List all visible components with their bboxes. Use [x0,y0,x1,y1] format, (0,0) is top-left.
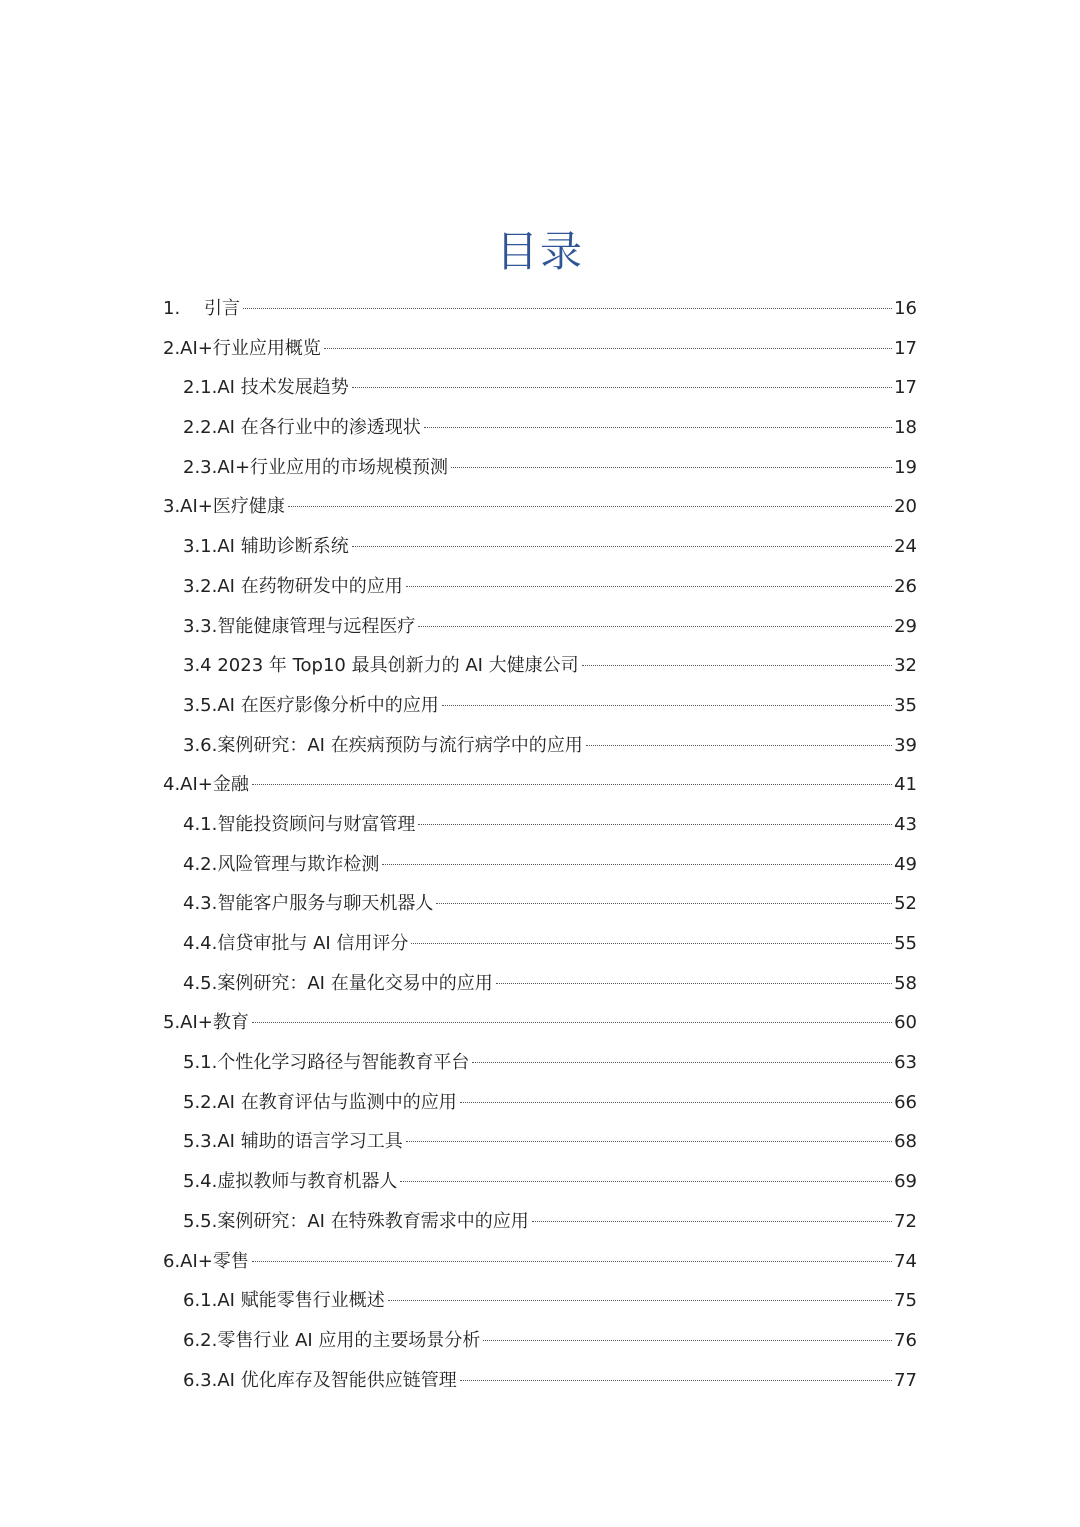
toc-page-number: 55 [894,933,917,954]
toc-page-number: 68 [894,1131,917,1153]
toc-entry[interactable] [163,1043,917,1083]
toc-entry[interactable] [163,368,917,408]
toc-entry-text: 3.5.AI 在医疗影像分析中的应用 [183,694,439,716]
toc-page-number: 18 [894,417,917,439]
toc-page-number: 16 [894,298,917,319]
toc-leader-dots [352,387,892,388]
toc-entry-text: 4.2.风险管理与欺诈检测 [183,853,380,875]
toc-entry-text: 4.1.智能投资顾问与财富管理 [183,813,416,835]
toc-leader-dots [418,824,892,825]
toc-leader-dots [388,1300,892,1301]
toc-entry[interactable] [163,487,917,527]
toc-page-number: 63 [894,1052,917,1074]
toc-entry-text: 3.4 2023 年 Top10 最具创新力的 AI 大健康公司 [183,655,579,677]
toc-entry[interactable] [163,408,917,448]
toc-leader-dots [352,546,892,547]
toc-entry-text: 3.6.案例研究：AI 在疾病预防与流行病学中的应用 [183,734,583,756]
toc-entry-text: 4.3.智能客户服务与聊天机器人 [183,893,434,915]
toc-entry[interactable] [163,567,917,607]
toc-page-number: 77 [894,1369,917,1391]
toc-leader-dots [442,705,892,706]
toc-page-number: 76 [894,1329,917,1351]
toc-entry-text: 2.AI+行业应用概览 [163,337,321,359]
toc-leader-dots [424,427,892,428]
toc-page-number: 72 [894,1210,917,1232]
toc-entry-text: 6.3.AI 优化库存及智能供应链管理 [183,1369,457,1391]
toc-leader-dots [472,1062,892,1063]
toc-page-number: 39 [894,734,917,756]
toc-leader-dots [532,1221,892,1222]
toc-page-number: 24 [894,536,917,558]
toc-entry[interactable] [163,765,917,805]
toc-page-number: 66 [894,1091,917,1113]
toc-leader-dots [418,626,892,627]
toc-entry[interactable] [163,805,917,845]
toc-entry-text: 5.3.AI 辅助的语言学习工具 [183,1131,403,1153]
toc-entry-text: 6.AI+零售 [163,1250,249,1272]
toc-entry[interactable] [163,1281,917,1321]
toc-entry-text: 3.AI+医疗健康 [163,496,285,518]
toc-leader-dots [400,1181,892,1182]
toc-page-number: 29 [894,615,917,637]
toc-entry[interactable] [163,726,917,766]
toc-leader-dots [451,467,892,468]
toc-entry-text: 4.AI+金融 [163,774,249,796]
toc-title: 目录 [495,227,584,276]
toc-entry[interactable] [163,924,917,964]
toc-entry[interactable] [163,289,917,329]
toc-leader-dots [582,665,892,666]
toc-leader-dots [460,1102,892,1103]
toc-leader-dots [483,1340,892,1341]
toc-entry[interactable] [163,964,917,1004]
toc-page-number: 20 [894,496,917,518]
toc-leader-dots [324,348,892,349]
toc-entry[interactable] [163,1003,917,1043]
toc-page-number: 26 [894,575,917,597]
toc-entry[interactable] [163,1122,917,1162]
toc-entry-text: 4.5.案例研究：AI 在量化交易中的应用 [183,972,493,994]
toc-entry-text: 6.2.零售行业 AI 应用的主要场景分析 [183,1329,481,1351]
toc-leader-dots [382,864,892,865]
toc-entry-text: 5.5.案例研究：AI 在特殊教育需求中的应用 [183,1210,529,1232]
toc-leader-dots [288,506,892,507]
toc-page-number: 41 [894,774,917,796]
toc-entry-text: 2.3.AI+行业应用的市场规模预测 [183,456,449,478]
toc-page-number: 32 [894,655,917,677]
toc-entry[interactable] [163,884,917,924]
toc-page-number: 74 [894,1250,917,1272]
toc-page-number: 60 [894,1012,917,1034]
toc-entry[interactable] [163,527,917,567]
toc-entry-text: 5.1.个性化学习路径与智能教育平台 [183,1052,470,1074]
toc-page-number: 19 [894,456,917,478]
toc-entry-text: 4.4.信贷审批与 AI 信用评分 [183,933,409,954]
toc-entry-number: 1. [163,298,181,319]
toc-page-number: 35 [894,694,917,716]
toc-entry-text: 3.2.AI 在药物研发中的应用 [183,575,403,597]
toc-entry[interactable] [163,1162,917,1202]
toc-list [163,289,917,1400]
toc-page-number: 43 [894,813,917,835]
toc-entry[interactable] [163,448,917,488]
toc-entry[interactable] [163,1361,917,1401]
toc-entry-text: 5.AI+教育 [163,1012,249,1034]
toc-leader-dots [406,586,892,587]
toc-leader-dots [460,1380,892,1381]
toc-entry[interactable] [163,1202,917,1242]
toc-entry-label: 引言 [204,298,240,319]
toc-entry[interactable] [163,845,917,885]
toc-leader-dots [586,745,892,746]
toc-entry-text: 5.2.AI 在教育评估与监测中的应用 [183,1091,457,1113]
toc-page-number: 52 [894,893,917,915]
toc-leader-dots [406,1141,892,1142]
toc-entry[interactable] [163,1083,917,1123]
toc-leader-dots [252,784,892,785]
toc-entry-text: 5.4.虚拟教师与教育机器人 [183,1171,398,1193]
toc-page-number: 49 [894,853,917,875]
toc-leader-dots [243,308,892,309]
toc-entry-text: 2.1.AI 技术发展趋势 [183,377,349,399]
toc-entry-text [163,289,240,329]
toc-entry[interactable] [163,646,917,686]
toc-page-number: 17 [894,377,917,399]
toc-leader-dots [252,1261,892,1262]
toc-entry[interactable] [163,329,917,369]
toc-leader-dots [411,943,892,944]
toc-entry[interactable] [163,686,917,726]
toc-entry[interactable] [163,607,917,647]
toc-entry[interactable] [163,1242,917,1282]
toc-page-number: 58 [894,972,917,994]
toc-entry-text: 6.1.AI 赋能零售行业概述 [183,1290,385,1312]
toc-entry-text: 3.1.AI 辅助诊断系统 [183,536,349,558]
toc-page-number: 75 [894,1290,917,1312]
toc-page-number: 17 [894,337,917,359]
toc-entry-text: 2.2.AI 在各行业中的渗透现状 [183,417,421,439]
toc-leader-dots [436,903,892,904]
toc-entry-text: 3.3.智能健康管理与远程医疗 [183,615,416,637]
toc-leader-dots [252,1022,892,1023]
toc-entry[interactable] [163,1321,917,1361]
toc-leader-dots [496,983,892,984]
toc-page-number: 69 [894,1171,917,1193]
